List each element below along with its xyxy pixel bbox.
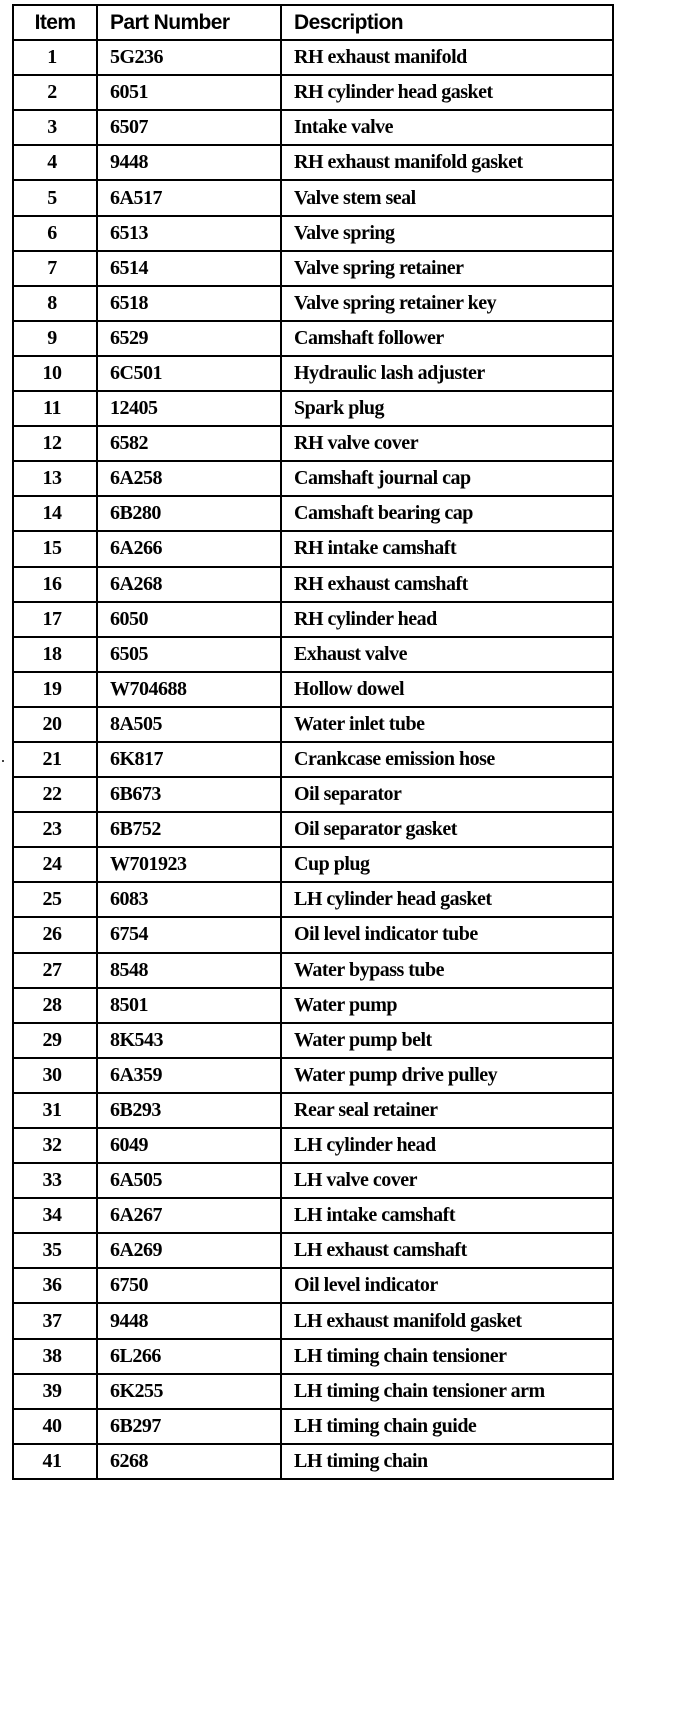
description-cell: RH exhaust manifold gasket [281, 145, 613, 180]
table-row [13, 531, 613, 566]
table-row [13, 426, 613, 461]
item-number-cell: 25 [13, 882, 97, 917]
item-number-cell: 8 [13, 286, 97, 321]
part-number-cell: 6C501 [97, 356, 281, 391]
part-number-cell: 6K255 [97, 1374, 281, 1409]
part-number-cell: 5G236 [97, 40, 281, 75]
table-row [13, 707, 613, 742]
part-number-cell: 6A517 [97, 180, 281, 215]
part-number-cell: 6K817 [97, 742, 281, 777]
item-number-cell: 41 [13, 1444, 97, 1479]
item-number-cell: 31 [13, 1093, 97, 1128]
item-number-cell: 4 [13, 145, 97, 180]
table-row [13, 1163, 613, 1198]
table-row [13, 391, 613, 426]
description-cell: Oil separator gasket [281, 812, 613, 847]
table-row [13, 637, 613, 672]
item-number-cell: 10 [13, 356, 97, 391]
part-number-cell: 6B752 [97, 812, 281, 847]
table-row [13, 356, 613, 391]
description-cell: Water pump drive pulley [281, 1058, 613, 1093]
part-number-cell: 8548 [97, 953, 281, 988]
description-cell: Camshaft bearing cap [281, 496, 613, 531]
table-row [13, 180, 613, 215]
description-cell: Oil level indicator tube [281, 917, 613, 952]
part-number-cell: 6A258 [97, 461, 281, 496]
description-cell: RH cylinder head [281, 602, 613, 637]
part-number-cell: 6514 [97, 251, 281, 286]
table-row [13, 1339, 613, 1374]
table-row [13, 286, 613, 321]
table-row [13, 953, 613, 988]
part-number-cell: 8501 [97, 988, 281, 1023]
description-cell: LH timing chain tensioner arm [281, 1374, 613, 1409]
description-cell: Water pump [281, 988, 613, 1023]
description-cell: LH timing chain [281, 1444, 613, 1479]
part-number-cell: W701923 [97, 847, 281, 882]
item-number-cell: 36 [13, 1268, 97, 1303]
table-row [13, 110, 613, 145]
item-number-cell: 5 [13, 180, 97, 215]
description-cell: Intake valve [281, 110, 613, 145]
item-number-cell: 33 [13, 1163, 97, 1198]
part-number-cell: 6505 [97, 637, 281, 672]
part-number-cell: 6083 [97, 882, 281, 917]
description-cell: LH exhaust camshaft [281, 1233, 613, 1268]
description-cell: Spark plug [281, 391, 613, 426]
part-number-cell: 6A266 [97, 531, 281, 566]
table-row [13, 988, 613, 1023]
description-cell: LH cylinder head gasket [281, 882, 613, 917]
description-cell: Valve stem seal [281, 180, 613, 215]
description-cell: LH cylinder head [281, 1128, 613, 1163]
part-number-cell: 6268 [97, 1444, 281, 1479]
part-number-cell: 6049 [97, 1128, 281, 1163]
table-row [13, 216, 613, 251]
part-number-cell: 6B280 [97, 496, 281, 531]
description-cell: Camshaft follower [281, 321, 613, 356]
part-number-cell: 6A505 [97, 1163, 281, 1198]
part-number-cell: 9448 [97, 1303, 281, 1338]
table-row [13, 1268, 613, 1303]
item-number-cell: 21 [13, 742, 97, 777]
parts-table-header [13, 5, 613, 40]
item-number-cell: 22 [13, 777, 97, 812]
part-number-cell: 6513 [97, 216, 281, 251]
part-number-cell: 6051 [97, 75, 281, 110]
item-number-cell: 18 [13, 637, 97, 672]
item-number-cell: 15 [13, 531, 97, 566]
item-number-cell: 1 [13, 40, 97, 75]
table-row [13, 742, 613, 777]
table-row [13, 1409, 613, 1444]
parts-list-document [12, 4, 612, 1480]
part-number-cell: 8K543 [97, 1023, 281, 1058]
column-header-item: Item [13, 5, 97, 40]
table-row [13, 321, 613, 356]
part-number-cell: 6582 [97, 426, 281, 461]
table-row [13, 1303, 613, 1338]
item-number-cell: 17 [13, 602, 97, 637]
item-number-cell: 23 [13, 812, 97, 847]
item-number-cell: 19 [13, 672, 97, 707]
scan-speck [2, 760, 4, 762]
table-row [13, 1444, 613, 1479]
table-row [13, 882, 613, 917]
table-row [13, 1058, 613, 1093]
column-header-description: Description [281, 5, 613, 40]
part-number-cell: 6A269 [97, 1233, 281, 1268]
description-cell: RH cylinder head gasket [281, 75, 613, 110]
part-number-cell: 6A359 [97, 1058, 281, 1093]
table-row [13, 1233, 613, 1268]
item-number-cell: 27 [13, 953, 97, 988]
table-row [13, 672, 613, 707]
item-number-cell: 35 [13, 1233, 97, 1268]
item-number-cell: 9 [13, 321, 97, 356]
item-number-cell: 40 [13, 1409, 97, 1444]
description-cell: Cup plug [281, 847, 613, 882]
part-number-cell: 6L266 [97, 1339, 281, 1374]
item-number-cell: 28 [13, 988, 97, 1023]
description-cell: RH intake camshaft [281, 531, 613, 566]
part-number-cell: 6050 [97, 602, 281, 637]
table-row [13, 40, 613, 75]
table-row [13, 496, 613, 531]
header-row [13, 5, 613, 40]
description-cell: LH timing chain tensioner [281, 1339, 613, 1374]
table-row [13, 567, 613, 602]
table-row [13, 1198, 613, 1233]
description-cell: Oil separator [281, 777, 613, 812]
description-cell: LH exhaust manifold gasket [281, 1303, 613, 1338]
part-number-cell: 6B293 [97, 1093, 281, 1128]
description-cell: RH exhaust manifold [281, 40, 613, 75]
item-number-cell: 39 [13, 1374, 97, 1409]
description-cell: LH valve cover [281, 1163, 613, 1198]
table-row [13, 145, 613, 180]
table-row [13, 1023, 613, 1058]
table-row [13, 812, 613, 847]
description-cell: Valve spring retainer key [281, 286, 613, 321]
part-number-cell: 6B673 [97, 777, 281, 812]
table-row [13, 251, 613, 286]
part-number-cell: 6529 [97, 321, 281, 356]
part-number-cell: 12405 [97, 391, 281, 426]
part-number-cell: 6A267 [97, 1198, 281, 1233]
table-row [13, 1374, 613, 1409]
table-row [13, 917, 613, 952]
description-cell: Camshaft journal cap [281, 461, 613, 496]
item-number-cell: 24 [13, 847, 97, 882]
item-number-cell: 11 [13, 391, 97, 426]
part-number-cell: W704688 [97, 672, 281, 707]
part-number-cell: 6507 [97, 110, 281, 145]
item-number-cell: 14 [13, 496, 97, 531]
description-cell: RH exhaust camshaft [281, 567, 613, 602]
table-row [13, 1128, 613, 1163]
part-number-cell: 6750 [97, 1268, 281, 1303]
part-number-cell: 6518 [97, 286, 281, 321]
item-number-cell: 6 [13, 216, 97, 251]
item-number-cell: 12 [13, 426, 97, 461]
item-number-cell: 3 [13, 110, 97, 145]
part-number-cell: 8A505 [97, 707, 281, 742]
description-cell: Valve spring [281, 216, 613, 251]
item-number-cell: 13 [13, 461, 97, 496]
item-number-cell: 20 [13, 707, 97, 742]
part-number-cell: 6A268 [97, 567, 281, 602]
description-cell: Oil level indicator [281, 1268, 613, 1303]
item-number-cell: 29 [13, 1023, 97, 1058]
item-number-cell: 37 [13, 1303, 97, 1338]
description-cell: Hollow dowel [281, 672, 613, 707]
table-row [13, 777, 613, 812]
part-number-cell: 9448 [97, 145, 281, 180]
item-number-cell: 32 [13, 1128, 97, 1163]
description-cell: Hydraulic lash adjuster [281, 356, 613, 391]
item-number-cell: 34 [13, 1198, 97, 1233]
description-cell: Water pump belt [281, 1023, 613, 1058]
description-cell: Valve spring retainer [281, 251, 613, 286]
table-row [13, 75, 613, 110]
table-row [13, 847, 613, 882]
item-number-cell: 30 [13, 1058, 97, 1093]
part-number-cell: 6B297 [97, 1409, 281, 1444]
description-cell: LH timing chain guide [281, 1409, 613, 1444]
description-cell: Water bypass tube [281, 953, 613, 988]
table-row [13, 602, 613, 637]
item-number-cell: 26 [13, 917, 97, 952]
parts-table [12, 4, 614, 1480]
description-cell: Water inlet tube [281, 707, 613, 742]
parts-table-body [13, 40, 613, 1479]
part-number-cell: 6754 [97, 917, 281, 952]
description-cell: Exhaust valve [281, 637, 613, 672]
table-row [13, 461, 613, 496]
item-number-cell: 7 [13, 251, 97, 286]
column-header-part-number: Part Number [97, 5, 281, 40]
description-cell: Crankcase emission hose [281, 742, 613, 777]
description-cell: Rear seal retainer [281, 1093, 613, 1128]
item-number-cell: 38 [13, 1339, 97, 1374]
table-row [13, 1093, 613, 1128]
item-number-cell: 16 [13, 567, 97, 602]
item-number-cell: 2 [13, 75, 97, 110]
description-cell: LH intake camshaft [281, 1198, 613, 1233]
description-cell: RH valve cover [281, 426, 613, 461]
